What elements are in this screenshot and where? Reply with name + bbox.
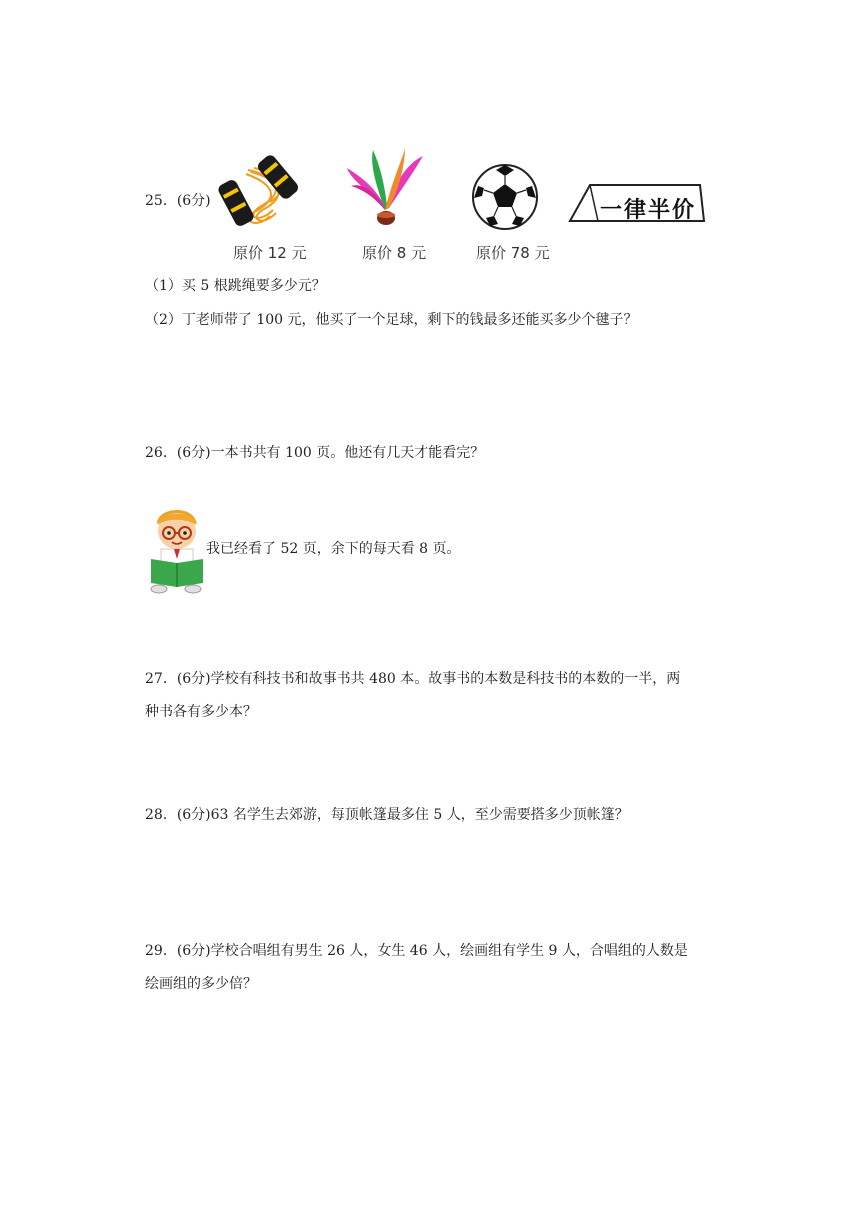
soccer-ball-price: 原价 78 元: [476, 244, 550, 262]
q27-line-1: 27．(6分)学校有科技书和故事书共 480 本。故事书的本数是科技书的本数的一半，两: [145, 671, 681, 687]
q27-line-2: 种书各有多少本？: [145, 704, 257, 720]
reading-boy-image: [145, 503, 207, 595]
q29-line-1: 29．(6分)学校合唱组有男生 26 人，女生 46 人，绘画组有学生 9 人，合唱组的人数是: [145, 943, 688, 959]
q25-sub-question-1: （1）买 5 根跳绳要多少元？: [145, 278, 326, 294]
jump-rope-price: 原价 12 元: [233, 244, 307, 262]
q25-heading: 25．(6分): [145, 193, 211, 209]
shuttlecock-image: [345, 148, 425, 232]
q29-line-2: 绘画组的多少倍？: [145, 976, 257, 992]
q28-question: 28．(6分)63 名学生去郊游，每顶帐篷最多住 5 人，至少需要搭多少顶帐篷？: [145, 807, 629, 823]
shuttlecock-price: 原价 8 元: [362, 244, 427, 262]
jump-rope-image: [218, 150, 308, 232]
q26-question: 26．(6分)一本书共有 100 页。他还有几天才能看完？: [145, 445, 485, 461]
soccer-ball-image: [470, 162, 540, 232]
half-price-sign-text: 一律半价: [600, 198, 697, 223]
q25-sub-question-2: （2）丁老师带了 100 元，他买了一个足球，剩下的钱最多还能买多少个毽子？: [145, 312, 638, 328]
boy-speech-text: 我已经看了 52 页，余下的每天看 8 页。: [206, 541, 461, 557]
